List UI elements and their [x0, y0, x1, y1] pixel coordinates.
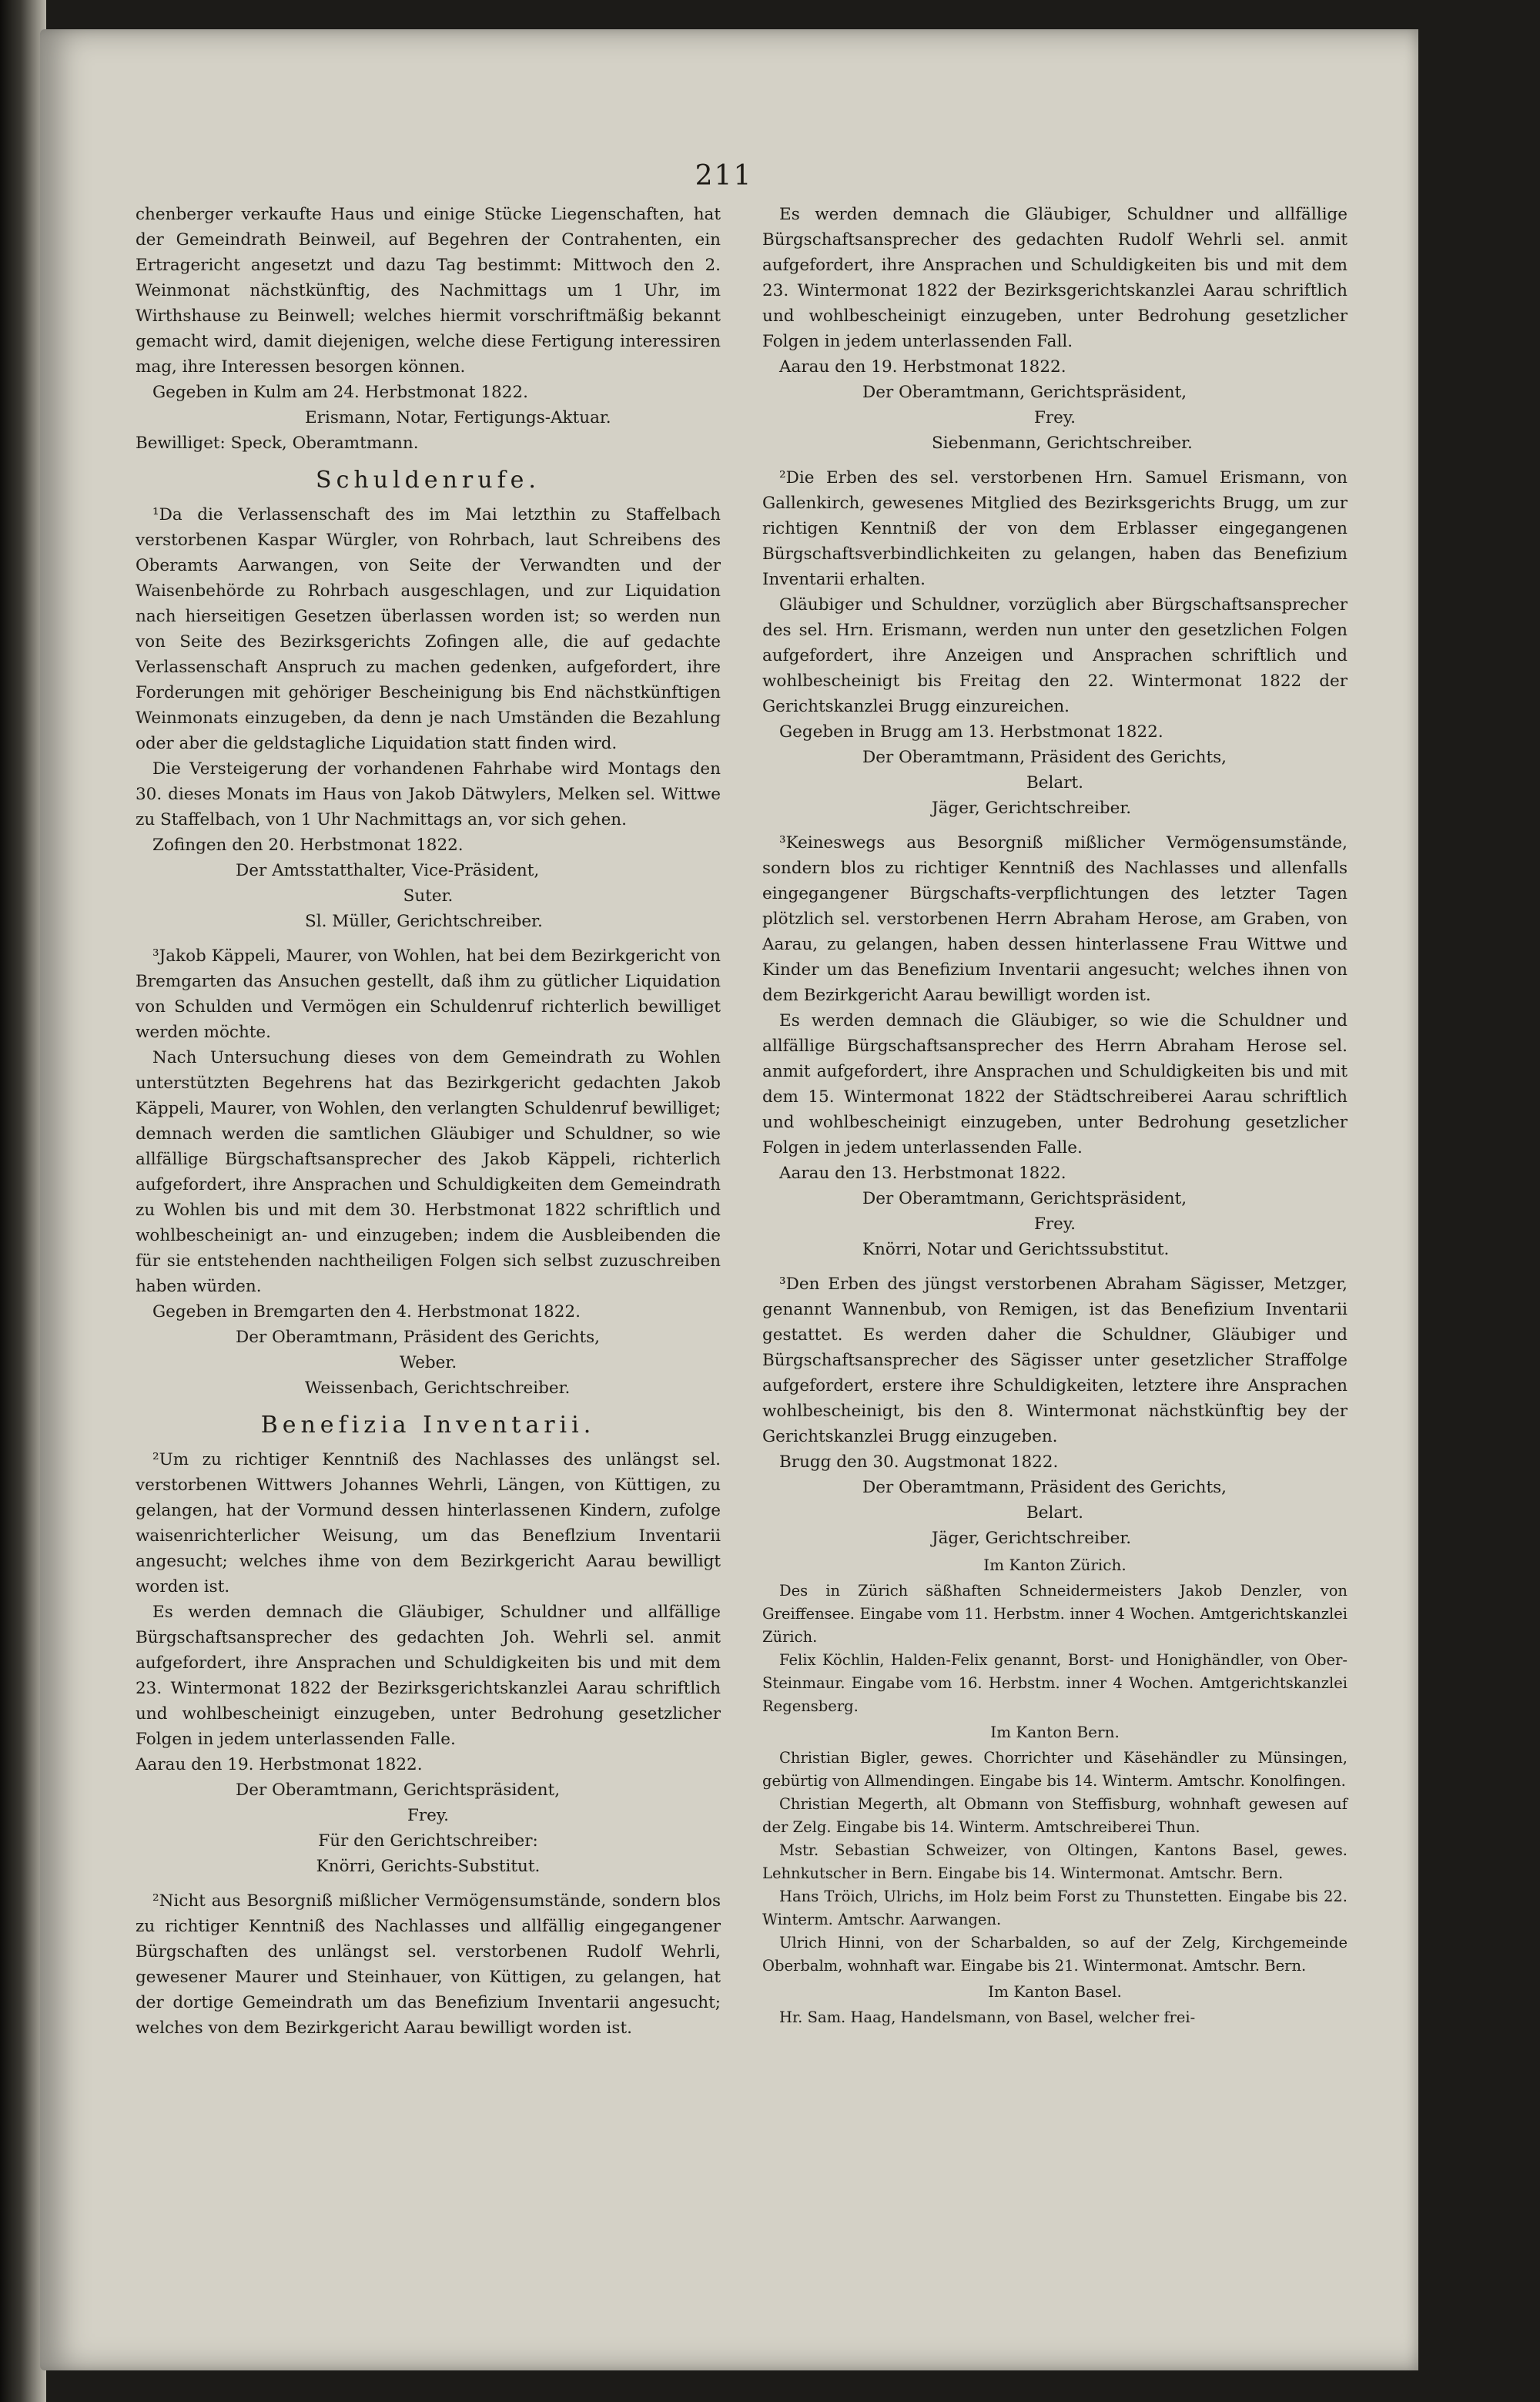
signature: Siebenmann, Gerichtschreiber.	[932, 434, 1193, 453]
right-column	[762, 202, 1348, 2029]
date-line: Aarau den 19. Herbstmonat 1822.	[136, 1755, 423, 1774]
notice-paragraph: Die Versteigerung der vorhandenen Fahrhabe wird Montags den 30. dieses Monats im Haus von Jakob Dätwylers, Melken sel. Wittwe zu Staffelbach, von 1 Uhr Nachmittags an, vor sich gehen.	[136, 759, 721, 829]
notice-paragraph: Nach Untersuchung dieses von dem Gemeindrath zu Wohlen unterstützten Begehrens hat das Bezirkgericht gedachten Jakob Käppeli, Maurer, von Wohlen, den verlangten Schuldenruf bewilliget; demnach werden die samtlichen Gläubiger und Schuldner, so wie allfällige Bürgschaftsansprecher des Jakob Käppeli, richterlich aufgefordert, ihre Ansprachen und Schuldigkeiten dem Gemeindrath zu Wohlen bis und mit dem 30. Herbstmonat 1822 schriftlich und wohlbescheinigt an- und einzugeben; indem die Ausbleibenden die für sie entstehenden nachtheiligen Folgen sich selbst zuzuschreiben haben würden.	[136, 1048, 721, 1296]
left-column	[136, 202, 721, 2041]
notice-paragraph: Es werden demnach die Gläubiger, so wie die Schuldner und allfällige Bürgschaftsansprecher des Herrn Abraham Herose sel. anmit aufgefordert, ihre Ansprachen und Schuldigkeiten bis und mit dem 15. Wintermonat 1822 der Städtschreiberei Aarau schriftlich und wohlbescheinigt einzugeben, unter Bedrohung gesetzlicher Folgen in jedem unterlassenden Falle.	[762, 1011, 1348, 1157]
notice-paragraph: ²Um zu richtiger Kenntniß des Nachlasses des unlängst sel. verstorbenen Wittwers Johannes Wehrli, Längen, von Küttigen, zu gelangen, hat der Vormund dessen hinterlassenen Kindern, zufolge waisenrichterlicher Weisung, um das Beneflzium Inventarii angesucht; welches ihme von dem Bezirkgericht Aarau bewilligt worden ist.	[136, 1450, 721, 1596]
signature: Erismann, Notar, Fertigungs-Aktuar.	[305, 408, 611, 427]
signature: Frey.	[1033, 408, 1076, 427]
signature: Der Oberamtmann, Gerichtspräsident,	[236, 1781, 561, 1800]
section-heading: Schuldenrufe.	[316, 467, 541, 494]
list-item: Felix Köchlin, Halden-Felix genannt, Borst- und Honighändler, von Ober-Steinmaur. Eingabe vom 16. Herbstm. inner 4 Wochen. Amtgerichtskanzlei Regensberg.	[762, 1651, 1348, 1715]
signature: Bewilliget: Speck, Oberamtmann.	[136, 434, 419, 453]
notice-paragraph: ¹Da die Verlassenschaft des im Mai letzthin zu Staffelbach verstorbenen Kaspar Würgler, von Rohrbach, laut Schreibens des Oberamts Aarwangen, von Seite der Verwandten und der Waisenbehörde zu Rohrbach ausgeschlagen, und zur Liquidation nach hierseitigen Gesetzen überlassen worden ist; so werden nun von Seite des Bezirksgerichts Zofingen alle, die auf gedachte Verlassenschaft Anspruch zu machen gedenken, aufgefordert, ihre Forderungen mit gehöriger Bescheinigung bis End nächstkünftigen Weinmonats einzugeben, da denn je nach Umständen die Bezahlung oder aber die geldstagliche Liquidation statt finden wird.	[136, 505, 721, 753]
list-item: Hr. Sam. Haag, Handelsmann, von Basel, welcher frei-	[779, 2008, 1196, 2026]
kanton-heading: Im Kanton Basel.	[988, 1982, 1122, 2001]
list-item: Mstr. Sebastian Schweizer, von Oltingen, Kantons Basel, gewes. Lehnkutscher in Bern. Eingabe bis 14. Wintermonat. Amtschr. Bern.	[762, 1841, 1348, 1882]
kanton-heading: Im Kanton Zürich.	[983, 1556, 1127, 1574]
date-line: Gegeben in Kulm am 24. Herbstmonat 1822.	[152, 383, 528, 402]
notice-paragraph: ³Den Erben des jüngst verstorbenen Abraham Sägisser, Metzger, genannt Wannenbub, von Remigen, ist das Benefizium Inventarii gestattet. Es werden daher die Schuldner, Gläubiger und Bürgschaftsansprecher des Sägisser unter gesetzlicher Straffolge aufgefordert, erstere ihre Schuldigkeiten, letztere ihre Ansprachen wohlbescheinigt, bis den 8. Wintermonat nächstkünftig bey der Gerichtskanzlei Brugg einzugeben.	[762, 1275, 1348, 1446]
notice-paragraph: ²Die Erben des sel. verstorbenen Hrn. Samuel Erismann, von Gallenkirch, gewesenes Mitglied des Bezirksgerichts Brugg, um zur richtigen Kenntniß der von dem Erblasser eingegangenen Bürgschaftsverbindlichkeiten zu gelangen, haben das Benefizium Inventarii erhalten.	[762, 468, 1348, 589]
notice-paragraph: ³Keineswegs aus Besorgniß mißlicher Vermögensumstände, sondern blos zu richtiger Kenntniß des Nachlasses und allenfalls eingegangener Bürgschafts-verpflichtungen des letzter Tagen plötzlich sel. verstorbenen Herrn Abraham Herose, am Graben, von Aarau, zu gelangen, haben dessen hinterlassene Frau Wittwe und Kinder um das Benefizium Inventarii angesucht; welches ihnen von dem Bezirkgericht Aarau bewilligt worden ist.	[762, 833, 1348, 1005]
signature: Weber.	[399, 1353, 457, 1372]
paragraph: chenberger verkaufte Haus und einige Stücke Liegenschaften, hat der Gemeindrath Beinweil, auf Begehren der Contrahenten, ein Ertragericht angesetzt und dazu Tag bestimmt: Mittwoch den 2. Weinmonat nächstkünftig, des Nachmittags um 1 Uhr, im Wirthshause zu Beinwell; welches hiermit vorschriftmäßig bekannt gemacht wird, damit diejenigen, welche diese Fertigung interessiren mag, ihre Interessen besorgen können.	[136, 205, 721, 377]
signature: Knörri, Notar und Gerichtssubstitut.	[862, 1240, 1170, 1259]
signature: Frey.	[407, 1806, 450, 1825]
list-item: Christian Megerth, alt Obmann von Steffisburg, wohnhaft gewesen auf der Zelg. Eingabe bis 14. Winterm. Amtschreiberei Thun.	[762, 1795, 1348, 1836]
list-item: Christian Bigler, gewes. Chorrichter und Käsehändler zu Münsingen, gebürtig von Allmendingen. Eingabe bis 14. Winterm. Amtschr. Konolfingen.	[762, 1749, 1348, 1790]
list-item: Des in Zürich säßhaften Schneidermeisters Jakob Denzler, von Greiffensee. Eingabe vom 11. Herbstm. inner 4 Wochen. Amtgerichtskanzlei Zürich.	[762, 1582, 1348, 1646]
list-item: Hans Tröich, Ulrichs, im Holz beim Forst zu Thunstetten. Eingabe bis 22. Winterm. Amtschr. Aarwangen.	[762, 1888, 1348, 1928]
page-number: 211	[695, 160, 753, 192]
notice-paragraph: Es werden demnach die Gläubiger, Schuldner und allfällige Bürgschaftsansprecher des gedachten Rudolf Wehrli sel. anmit aufgefordert, ihre Ansprachen und Schuldigkeiten bis und mit dem 23. Wintermonat 1822 der Bezirksgerichtskanzlei Aarau schriftlich und wohlbescheinigt einzugeben, unter Bedrohung gesetzlicher Folgen in jedem unterlassenden Fall.	[762, 205, 1348, 351]
signature: Suter.	[403, 886, 454, 906]
date-line: Gegeben in Bremgarten den 4. Herbstmonat 1822.	[152, 1302, 581, 1322]
list-item: Ulrich Hinni, von der Scharbalden, so auf der Zelg, Kirchgemeinde Oberbalm, wohnhaft war. Eingabe bis 21. Wintermonat. Amtschr. Bern.	[762, 1934, 1348, 1975]
date-line: Aarau den 13. Herbstmonat 1822.	[779, 1164, 1066, 1183]
signature: Belart.	[1026, 1503, 1083, 1523]
date-line: Aarau den 19. Herbstmonat 1822.	[779, 357, 1066, 377]
date-line: Brugg den 30. Augstmonat 1822.	[779, 1452, 1059, 1472]
signature: Jäger, Gerichtschreiber.	[932, 1529, 1132, 1548]
book-spine-shadow	[0, 0, 46, 2402]
signature: Für den Gerichtschreiber:	[318, 1831, 538, 1851]
signature: Belart.	[1026, 773, 1083, 792]
notice-paragraph: Gläubiger und Schuldner, vorzüglich aber Bürgschaftsansprecher des sel. Hrn. Erismann, werden nun unter den gesetzlichen Folgen aufgefordert, ihre Anzeigen und Ansprachen schriftlich und wohlbescheinigt bis Freitag den 22. Wintermonat 1822 der Gerichtskanzlei Brugg einzureichen.	[762, 595, 1348, 716]
date-line: Gegeben in Brugg am 13. Herbstmonat 1822.	[779, 722, 1163, 742]
section-heading: Benefizia Inventarii.	[260, 1412, 596, 1439]
signature: Jäger, Gerichtschreiber.	[932, 799, 1132, 818]
date-line: Zofingen den 20. Herbstmonat 1822.	[152, 836, 464, 855]
signature: Der Amtsstatthalter, Vice-Präsident,	[236, 861, 540, 880]
signature: Der Oberamtmann, Gerichtspräsident,	[862, 1189, 1187, 1208]
signature: Sl. Müller, Gerichtschreiber.	[305, 912, 543, 931]
signature: Der Oberamtmann, Präsident des Gerichts,	[236, 1328, 600, 1347]
signature: Der Oberamtmann, Präsident des Gerichts,	[862, 748, 1227, 767]
signature: Weissenbach, Gerichtschreiber.	[305, 1379, 571, 1398]
signature: Frey.	[1033, 1214, 1076, 1234]
notice-paragraph: Es werden demnach die Gläubiger, Schuldner und allfällige Bürgschaftsansprecher des gedachten Joh. Wehrli sel. anmit aufgefordert, ihre Ansprachen und Schuldigkeiten bis und mit dem 23. Wintermonat 1822 der Bezirksgerichtskanzlei Aarau schriftlich und wohlbescheinigt einzugeben, unter Bedrohung gesetzlicher Folgen in jedem unterlassenden Falle.	[136, 1603, 721, 1749]
notice-paragraph: ³Jakob Käppeli, Maurer, von Wohlen, hat bei dem Bezirkgericht von Bremgarten das Ansuchen gestellt, daß ihm zu gütlicher Liquidation von Schulden und Vermögen ein Schuldenruf richterlich bewilliget werden möchte.	[136, 946, 721, 1042]
notice-paragraph: ²Nicht aus Besorgniß mißlicher Vermögensumstände, sondern blos zu richtiger Kenntniß des Nachlasses und allfällig eingegangener Bürgschaften des unlängst sel. verstorbenen Rudolf Wehrli, gewesener Maurer und Steinhauer, von Küttigen, zu gelangen, hat der dortige Gemeindrath um das Benefizium Inventarii angesucht; welches von dem Bezirkgericht Aarau bewilligt worden ist.	[136, 1891, 721, 2038]
signature: Knörri, Gerichts-Substitut.	[316, 1857, 541, 1876]
signature: Der Oberamtmann, Präsident des Gerichts,	[862, 1478, 1227, 1497]
signature: Der Oberamtmann, Gerichtspräsident,	[862, 383, 1187, 402]
kanton-heading: Im Kanton Bern.	[990, 1723, 1120, 1741]
